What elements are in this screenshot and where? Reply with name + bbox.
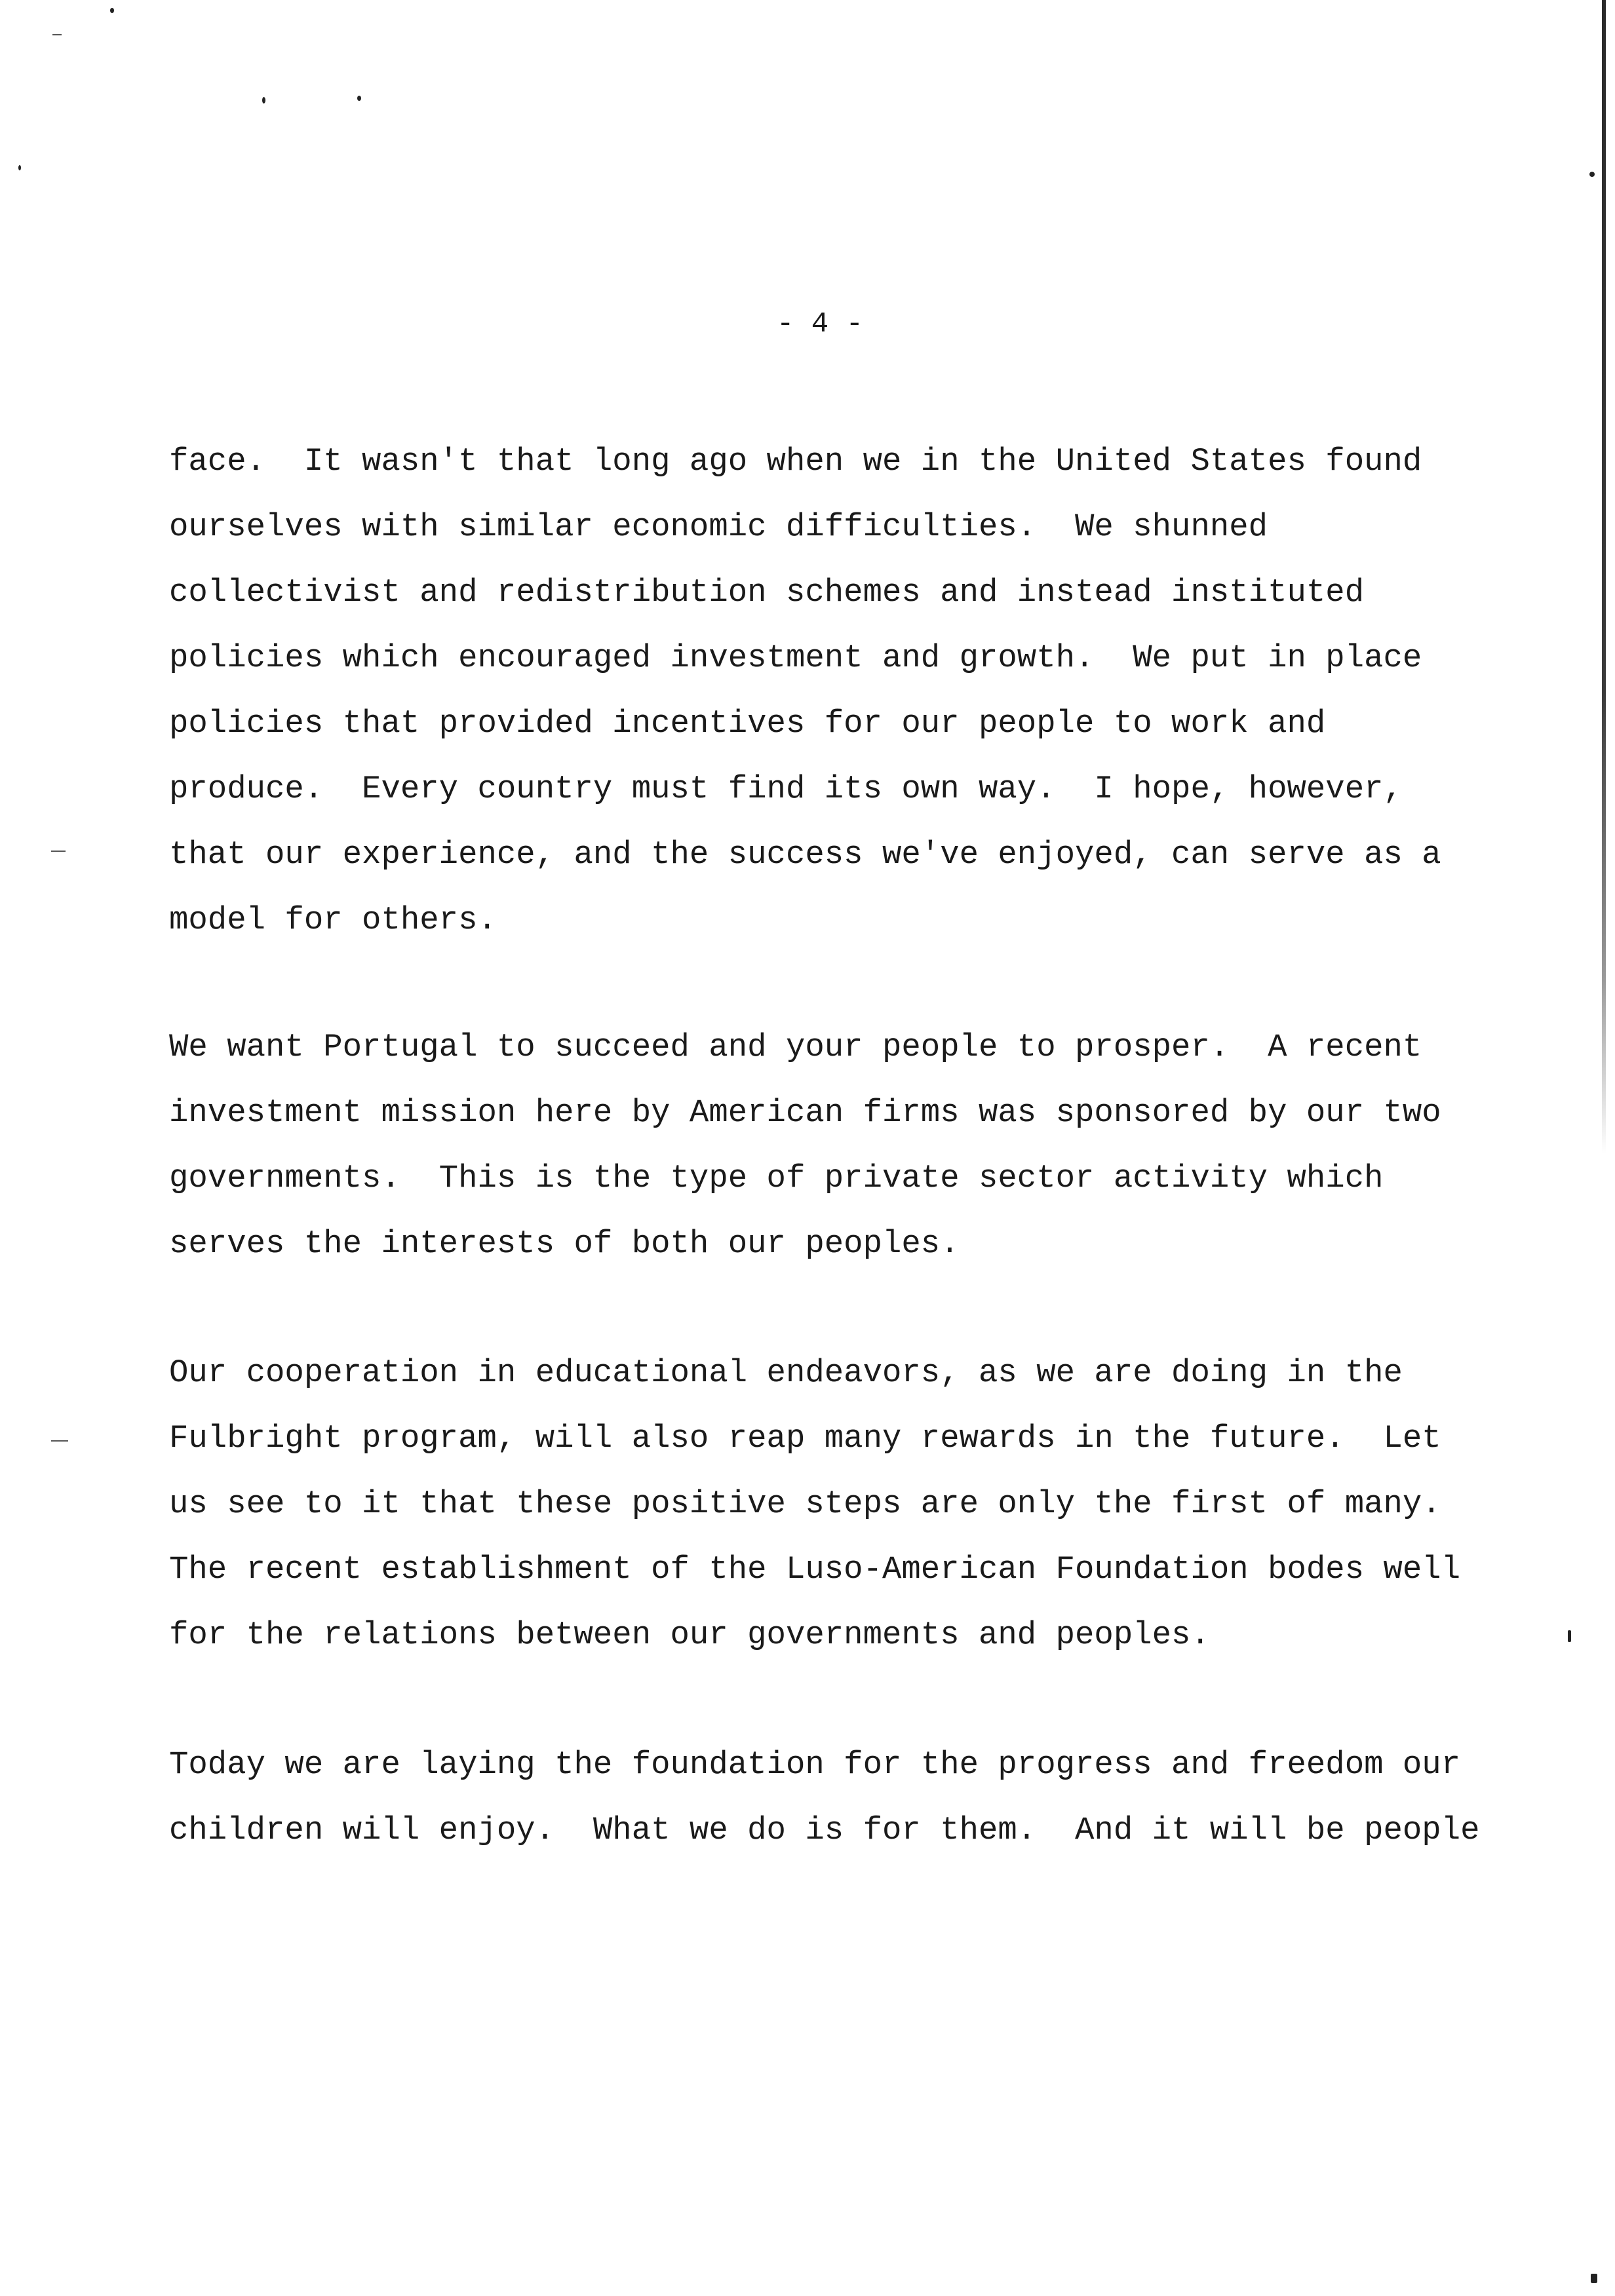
scan-speck bbox=[1568, 1630, 1571, 1642]
scan-mark bbox=[51, 851, 66, 852]
text-line: governments. This is the type of private sector activity which bbox=[169, 1160, 1384, 1196]
scan-mark bbox=[51, 1440, 68, 1442]
text-line: ourselves with similar economic difficulties. We shunned bbox=[169, 508, 1268, 545]
text-line: We want Portugal to succeed and your people to prosper. A recent bbox=[169, 1029, 1422, 1065]
text-line: us see to it that these positive steps are only the first of many. bbox=[169, 1485, 1441, 1522]
scan-speck bbox=[1589, 172, 1595, 177]
page-number: - 4 - bbox=[777, 308, 864, 341]
paragraph-2 bbox=[169, 1014, 1519, 1276]
text-line: serves the interests of both our peoples. bbox=[169, 1225, 960, 1262]
text-line: children will enjoy. What we do is for them. And it will be people bbox=[169, 1812, 1480, 1848]
paragraph-3 bbox=[169, 1340, 1519, 1668]
text-line: policies that provided incentives for our people to work and bbox=[169, 705, 1326, 742]
scan-speck bbox=[1591, 2274, 1597, 2283]
text-line: collectivist and redistribution schemes and instead instituted bbox=[169, 574, 1365, 611]
text-line: face. It wasn't that long ago when we in the United States found bbox=[169, 443, 1422, 480]
scan-speck bbox=[110, 8, 114, 13]
text-line: for the relations between our governments and peoples. bbox=[169, 1617, 1210, 1653]
text-line: policies which encouraged investment and growth. We put in place bbox=[169, 640, 1422, 676]
text-line: Today we are laying the foundation for the progress and freedom our bbox=[169, 1746, 1461, 1783]
scan-speck bbox=[18, 165, 21, 170]
paragraph-1 bbox=[169, 429, 1519, 953]
text-line: that our experience, and the success we've enjoyed, can serve as a bbox=[169, 836, 1441, 873]
text-line: model for others. bbox=[169, 902, 497, 938]
scan-edge-shadow bbox=[1602, 0, 1606, 1153]
scan-speck bbox=[262, 97, 265, 104]
text-line: produce. Every country must find its own way. I hope, however, bbox=[169, 771, 1403, 807]
text-line: Fulbright program, will also reap many rewards in the future. Let bbox=[169, 1420, 1441, 1457]
text-line: Our cooperation in educational endeavors, as we are doing in the bbox=[169, 1354, 1403, 1391]
text-line: The recent establishment of the Luso-American Foundation bodes well bbox=[169, 1551, 1461, 1588]
scan-speck bbox=[357, 96, 361, 101]
scan-mark bbox=[52, 34, 62, 35]
text-line: investment mission here by American firms was sponsored by our two bbox=[169, 1094, 1441, 1131]
paragraph-4 bbox=[169, 1732, 1519, 1863]
